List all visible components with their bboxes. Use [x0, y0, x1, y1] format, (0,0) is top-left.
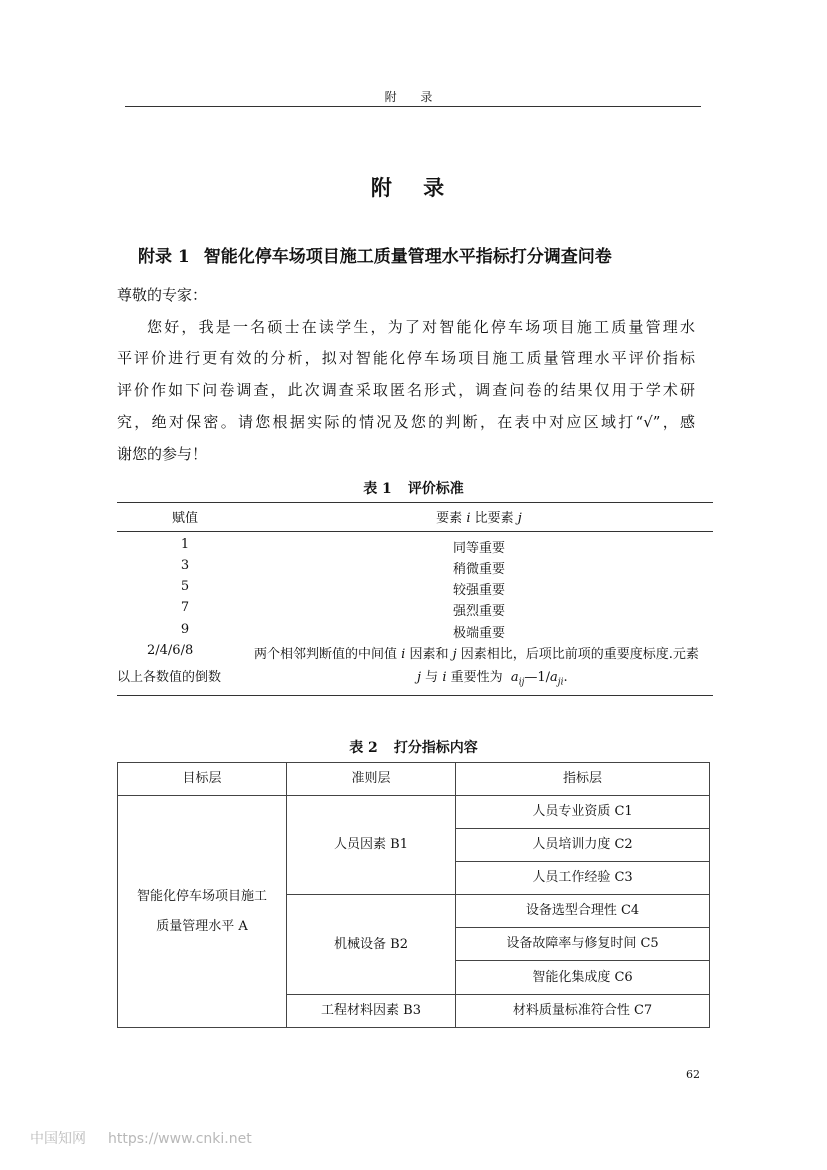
table1-score: 9: [180, 622, 190, 637]
table1-score: 1: [180, 537, 190, 552]
table1-meaning: 强烈重要: [452, 604, 505, 619]
table2-header-goal: 目标层: [117, 762, 287, 796]
table2-goal-cell: [117, 795, 287, 1028]
watermark-brand: 中国知网: [30, 1131, 86, 1147]
note-text: 两个相邻判断值的中间值: [254, 647, 398, 662]
paragraph-line: 谢您的参与！: [117, 445, 208, 463]
formula-var: a: [510, 670, 519, 685]
table1-header-score: 赋值: [171, 511, 198, 526]
table1-meaning: 稍微重要: [452, 562, 505, 577]
table2-indicator-cell: 材料质量标准符合性 C7: [455, 994, 710, 1028]
formula-var: a: [550, 670, 558, 685]
table1-caption-number: 表 1: [363, 481, 392, 497]
table1-score: 5: [180, 579, 190, 594]
page-number: 62: [686, 1068, 700, 1081]
page-title: 附 录: [370, 175, 457, 200]
header-meaning-text: 比要素: [474, 511, 514, 526]
table1-caption: [0, 478, 827, 498]
watermark: [30, 1128, 252, 1148]
variable-i: i: [442, 670, 447, 685]
table2-indicator-cell: 设备故障率与修复时间 C5: [455, 927, 710, 961]
formula-text: .: [563, 670, 568, 685]
table1-header-meaning: [245, 507, 713, 526]
table2-indicator-cell: 设备选型合理性 C4: [455, 894, 710, 928]
table1-note-line2: [417, 666, 568, 688]
note-text: 重要性为: [450, 670, 503, 685]
table1-note-line1: [254, 643, 699, 662]
table2-criteria-cell: 机械设备 B2: [286, 894, 456, 995]
table2-indicator-cell: 人员专业资质 C1: [455, 795, 710, 829]
header-rule: [125, 106, 701, 107]
table1-meaning: 同等重要: [452, 541, 505, 556]
table1-note-score-reciprocal: 以上各数值的倒数: [117, 670, 222, 685]
variable-j: j: [517, 511, 522, 526]
table1-note-score: 2/4/6/8: [147, 643, 194, 658]
table2-indicator-cell: 人员培训力度 C2: [455, 828, 710, 862]
note-text: 与: [425, 670, 439, 685]
formula-subscript: ij: [518, 677, 525, 688]
variable-i: i: [466, 511, 471, 526]
salutation: 尊敬的专家：: [117, 286, 208, 304]
goal-line: 智能化停车场项目施工: [136, 888, 267, 904]
table2-indicator-cell: 智能化集成度 C6: [455, 960, 710, 995]
table2-indicator-cell: 人员工作经验 C3: [455, 861, 710, 895]
formula-text: —1/: [524, 670, 551, 685]
table2-caption-number: 表 2: [349, 740, 378, 756]
paragraph-line: 评价作如下问卷调查，此次调查采取匿名形式，调查问卷的结果仅用于学术研: [117, 381, 695, 399]
formula-subscript: ji: [557, 677, 564, 688]
variable-j: j: [452, 647, 457, 662]
running-header: 附 录: [384, 90, 443, 104]
variable-j: j: [417, 670, 422, 685]
table1-score: 3: [180, 558, 190, 573]
note-text: 因素相比，后项比前项的重要度标度.元素: [460, 647, 699, 662]
variable-i: i: [401, 647, 406, 662]
table2-header-indicator: 指标层: [455, 762, 710, 796]
appendix-title: 智能化停车场项目施工质量管理水平指标打分调查问卷: [203, 247, 612, 267]
table1-meaning: 极端重要: [452, 626, 505, 641]
table1-bottom-rule: [117, 695, 713, 696]
table2-header-criteria: 准则层: [286, 762, 456, 796]
table1-meaning: 较强重要: [452, 583, 505, 598]
table2-criteria-cell: 工程材料因素 B3: [286, 994, 456, 1028]
table2-caption: [0, 737, 827, 757]
table2-criteria-cell: 人员因素 B1: [286, 795, 456, 895]
table1-top-rule: [117, 502, 713, 503]
appendix-heading: [138, 242, 738, 267]
watermark-url: https://www.cnki.net: [108, 1131, 252, 1147]
goal-line: 质量管理水平 A: [156, 918, 248, 934]
table1-caption-text: 评价标准: [407, 481, 464, 497]
table2-caption-text: 打分指标内容: [393, 740, 478, 756]
paragraph-line: 究，绝对保密。请您根据实际的情况及您的判断，在表中对应区域打“√”，感: [117, 413, 695, 431]
appendix-number: 附录 1: [138, 247, 190, 267]
table1-score: 7: [180, 600, 190, 615]
table1-header-rule: [117, 531, 713, 532]
header-meaning-text: 要素: [436, 511, 463, 526]
paragraph-line: 平评价进行更有效的分析，拟对智能化停车场项目施工质量管理水平评价指标: [117, 349, 695, 367]
paragraph-line: 您好，我是一名硕士在读学生，为了对智能化停车场项目施工质量管理水: [147, 318, 695, 336]
note-text: 因素和: [409, 647, 449, 662]
